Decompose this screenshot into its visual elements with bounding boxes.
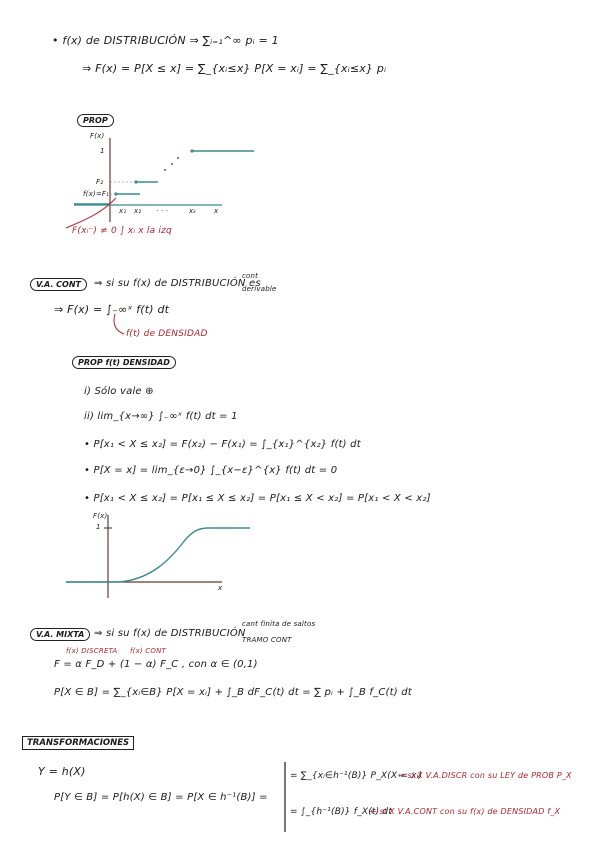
va-mixta-label: V.A. MIXTA xyxy=(30,628,90,641)
step-x2-tick: x₂ xyxy=(134,207,142,215)
transformaciones-label: TRANSFORMACIONES xyxy=(22,736,134,750)
step-F2-tick: F₂ xyxy=(96,178,104,186)
va-mixta-ann2: f(x) CONT xyxy=(130,647,167,655)
discrete-sum-line: • f(x) de DISTRIBUCIÓN ⇒ ∑ᵢ₌₁^∞ pᵢ = 1 xyxy=(52,34,279,47)
va-mixta-opt2: TRAMO CONT xyxy=(242,636,292,644)
step-y-label: F(x) xyxy=(90,132,105,140)
transf-case1: = ∑_{xᵢ∈h⁻¹(B)} P_X(X = xᵢ) xyxy=(290,771,423,781)
density-x-axis-label: x xyxy=(218,584,223,592)
prop-density-label: PROP f(t) DENSIDAD xyxy=(72,356,176,369)
va-cont-line1: ⇒ si su f(x) de DISTRIBUCIÓN es xyxy=(94,278,261,289)
prop-b2: • P[X = x] = lim_{ε→0} ∫_{x−ε}^{x} f(t) dt = 0 xyxy=(84,465,338,476)
va-cont-opt2: derivable xyxy=(242,285,277,293)
transf-line2: P[Y ∈ B] = P[h(X) ∈ B] = P[X ∈ h⁻¹(B)] = xyxy=(54,792,268,803)
va-mixta-opt1: cant finita de saltos xyxy=(242,620,316,628)
va-cont-note: f(t) de DENSIDAD xyxy=(126,329,208,339)
step-dots: · · · xyxy=(156,207,169,215)
transf-case2: = ∫_{h⁻¹(B)} f_X(t) dt xyxy=(290,807,393,817)
step-note: F(xᵢ⁻) ≠ 0 ∫ xᵢ x la izq xyxy=(72,226,172,236)
step-xk-tick: xₖ xyxy=(189,207,197,215)
prop-b1: • P[x₁ < X ≤ x₂] = F(x₂) − F(x₁) = ∫_{x₁}^{x₂} f(t) dt xyxy=(84,439,361,450)
transf-case1-note: ← si X V.A.DISCR con su LEY de PROB P_X xyxy=(398,771,572,780)
prop-ii: ii) lim_{x→∞} ∫₋∞ˣ f(t) dt = 1 xyxy=(84,411,238,422)
va-cont-label: V.A. CONT xyxy=(30,278,87,291)
transf-case2-note: ← si X V.A.CONT con su f(x) de DENSIDAD f_X xyxy=(370,807,561,816)
va-mixta-line1: ⇒ si su f(x) de DISTRIBUCIÓN xyxy=(94,628,246,639)
step-y1-tick: 1 xyxy=(100,147,105,155)
va-mixta-line2: F = α F_D + (1 − α) F_C , con α ∈ (0,1) xyxy=(54,659,258,670)
va-mixta-line3: P[X ∈ B] = ∑_{xᵢ∈B} P[X = xᵢ] + ∫_B dF_C(t) dt = ∑ pᵢ + ∫_B f_C(t) dt xyxy=(54,687,412,698)
step-x-axis-label: x xyxy=(214,207,219,215)
step-x1-tick: x₁ xyxy=(119,207,127,215)
prop-b3: • P[x₁ < X ≤ x₂] = P[x₁ ≤ X ≤ x₂] = P[x₁ ≤ X < x₂] = P[x₁ < X < x₂] xyxy=(84,493,431,504)
prop-label: PROP xyxy=(77,114,114,127)
va-cont-opt1: cont xyxy=(242,272,259,280)
discrete-F-line: ⇒ F(x) = P[X ≤ x] = ∑_{xᵢ≤x} P[X = xᵢ] = ∑_{xᵢ≤x} pᵢ xyxy=(82,62,387,75)
transf-line1: Y = h(X) xyxy=(38,765,86,778)
va-mixta-ann1: f(x) DISCRETA xyxy=(66,647,118,655)
prop-i: i) Sólo vale ⊕ xyxy=(84,386,154,397)
va-cont-line2: ⇒ F(x) = ∫₋∞ˣ f(t) dt xyxy=(54,303,170,316)
density-y-label: F(x) xyxy=(93,512,108,520)
density-y1-tick: 1 xyxy=(96,523,101,531)
step-F1-tick: f(x)=F₁ xyxy=(83,190,110,198)
